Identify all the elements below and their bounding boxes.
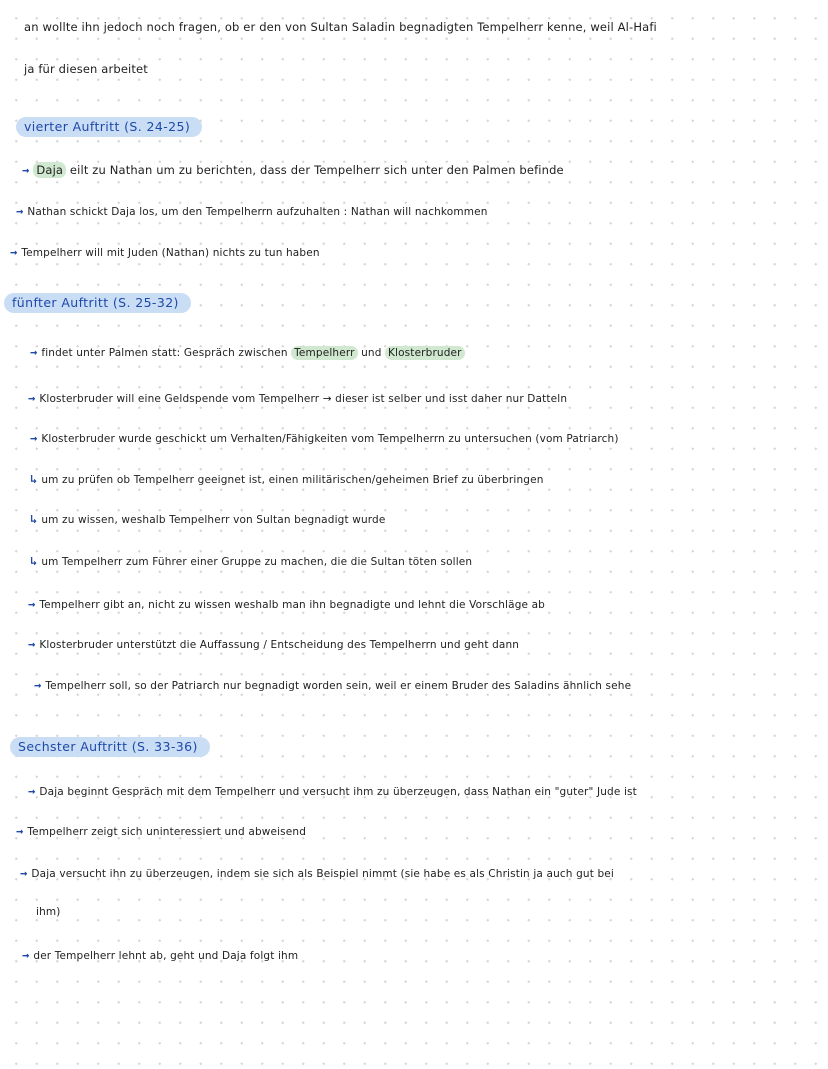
section-heading-vierter-auftritt: vierter Auftritt (S. 24-25)	[16, 117, 202, 137]
bullet-4-2: → Nathan schickt Daja los, um den Tempelherrn aufzuhalten : Nathan will nachkommen	[16, 204, 488, 218]
sub-bullet-5-3: ↳ um Tempelherr zum Führer einer Gruppe zu machen, die die Sultan töten sollen	[30, 554, 473, 568]
arrow-icon: →	[10, 245, 18, 259]
bullet-6-3-continued: ihm)	[36, 906, 61, 918]
bullet-4-1: → Daja eilt zu Nathan um zu berichten, dass der Tempelherr sich unter den Palmen befinde	[22, 163, 564, 177]
arrow-icon: →	[28, 784, 36, 798]
sub-bullet-5-2: ↳ um zu wissen, weshalb Tempelherr von Sultan begnadigt wurde	[30, 512, 386, 526]
bullet-5-5: → Klosterbruder unterstützt die Auffassung / Entscheidung des Tempelherrn und geht dann	[28, 637, 520, 651]
arrow-icon: →	[30, 345, 38, 359]
arrow-icon: →	[22, 163, 30, 177]
arrow-icon: →	[30, 431, 38, 445]
arrow-icon: →	[22, 948, 30, 962]
bullet-4-3: → Tempelherr will mit Juden (Nathan) nichts zu tun haben	[10, 245, 320, 259]
intro-line-1: an wollte ihn jedoch noch fragen, ob er den von Sultan Saladin begnadigten Tempelherr kenne, weil Al-Hafi	[24, 20, 657, 34]
arrow-icon: →	[28, 597, 36, 611]
bullet-5-1: → findet unter Palmen statt: Gespräch zwischen Tempelherr und Klosterbruder	[30, 345, 465, 359]
highlight-klosterbruder: Klosterbruder	[385, 346, 465, 360]
bullet-6-3: → Daja versucht ihn zu überzeugen, indem sie sich als Beispiel nimmt (sie habe es als Christin ja auch gut bei	[20, 866, 614, 880]
section-heading-sechster-auftritt: Sechster Auftritt (S. 33-36)	[10, 737, 210, 757]
arrow-icon: →	[20, 866, 28, 880]
arrow-icon: →	[16, 824, 24, 838]
bullet-5-4: → Tempelherr gibt an, nicht zu wissen weshalb man ihn begnadigte und lehnt die Vorschläge ab	[28, 597, 546, 611]
sub-arrow-icon: ↳	[30, 512, 38, 526]
sub-arrow-icon: ↳	[30, 554, 38, 568]
arrow-icon: →	[28, 637, 36, 651]
arrow-icon: →	[34, 678, 42, 692]
bullet-5-2: → Klosterbruder will eine Geldspende vom Tempelherr → dieser ist selber und isst daher nur Datteln	[28, 391, 568, 405]
highlight-tempelherr: Tempelherr	[291, 346, 357, 360]
bullet-5-6: → Tempelherr soll, so der Patriarch nur begnadigt worden sein, weil er einem Bruder des Saladins ähnlich sehe	[34, 678, 632, 692]
bullet-6-1: → Daja beginnt Gespräch mit dem Tempelherr und versucht ihm zu überzeugen, dass Nathan ein "guter" Jude ist	[28, 784, 637, 798]
bullet-6-2: → Tempelherr zeigt sich uninteressiert und abweisend	[16, 824, 307, 838]
arrow-icon: →	[28, 391, 36, 405]
bullet-5-3: → Klosterbruder wurde geschickt um Verhalten/Fähigkeiten vom Tempelherrn zu untersuchen (vom Patriarch)	[30, 431, 619, 445]
sub-arrow-icon: ↳	[30, 472, 38, 486]
highlight-daja: Daja	[33, 162, 66, 178]
arrow-icon: →	[16, 204, 24, 218]
section-heading-fuenfter-auftritt: fünfter Auftritt (S. 25-32)	[4, 293, 191, 313]
intro-line-2: ja für diesen arbeitet	[24, 62, 148, 76]
sub-bullet-5-1: ↳ um zu prüfen ob Tempelherr geeignet ist, einen militärischen/geheimen Brief zu überbringen	[30, 472, 544, 486]
bullet-6-4: → der Tempelherr lehnt ab, geht und Daja folgt ihm	[22, 948, 299, 962]
